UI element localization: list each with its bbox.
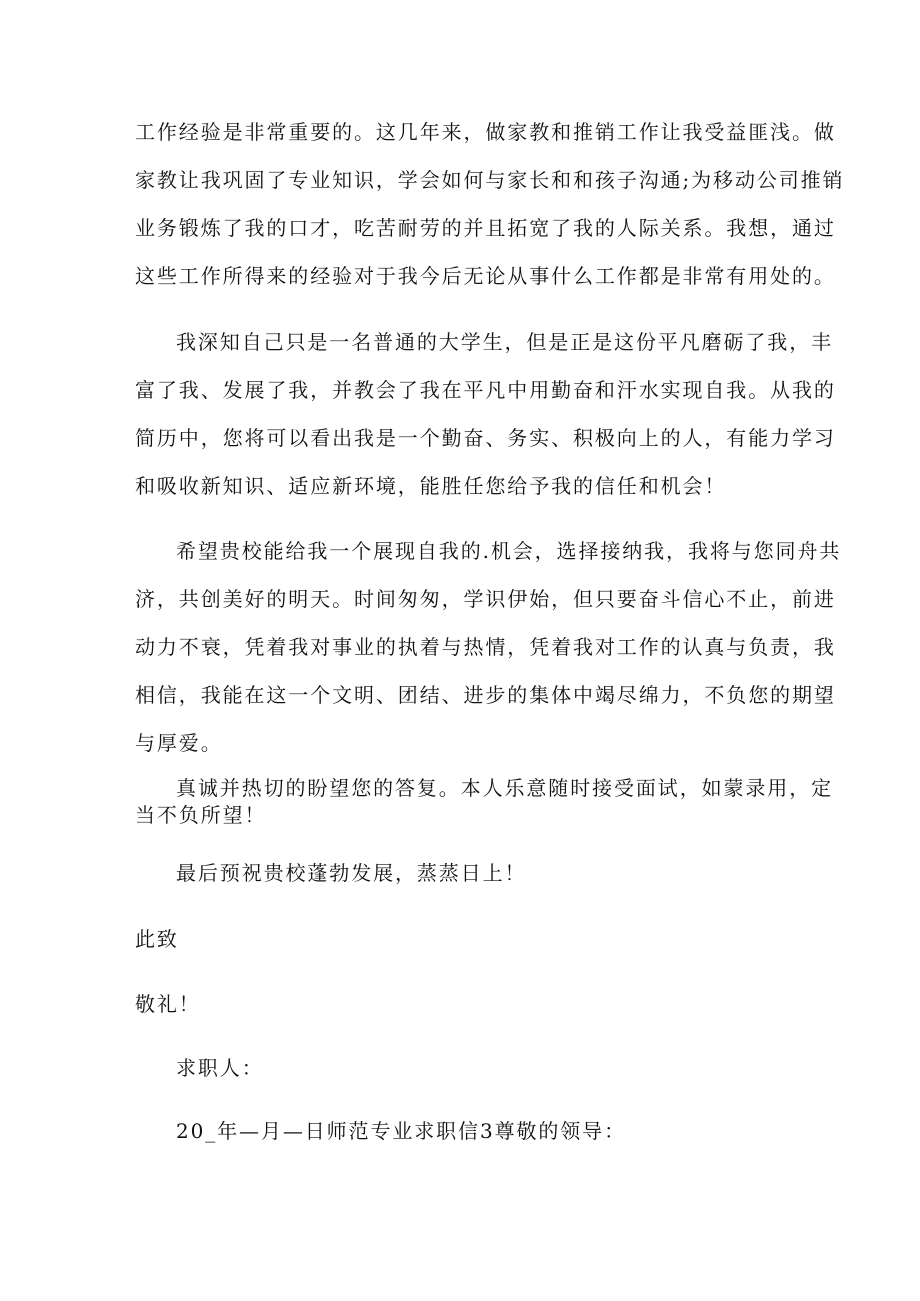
- paragraph-line: 与厚爱。: [135, 731, 223, 755]
- paragraph-line: 这些工作所得来的经验对于我今后无论从事什么工作都是非常有用处的。: [135, 264, 836, 288]
- paragraph-line: 业务锻炼了我的口才，吃苦耐劳的并且拓宽了我的人际关系。我想，通过: [135, 216, 836, 240]
- signature-label: 求职人：: [176, 1056, 264, 1080]
- paragraph-line: 和吸收新知识、适应新环境，能胜任您给予我的信任和机会！: [135, 474, 727, 498]
- paragraph-line: 真诚并热切的盼望您的答复。本人乐意随时接受面试，如蒙录用，定: [176, 776, 833, 800]
- paragraph-line: 动力不衰，凭着我对事业的执着与热情，凭着我对工作的认真与负责，我: [135, 635, 836, 659]
- paragraph-line: 相信，我能在这一个文明、团结、进步的集体中竭尽绵力，不负您的期望: [135, 683, 836, 707]
- paragraph-line: 富了我、发展了我，并教会了我在平凡中用勤奋和汗水实现自我。从我的: [135, 378, 836, 402]
- closing-regards: 敬礼！: [135, 992, 201, 1016]
- paragraph-line: 当不负所望！: [135, 803, 267, 827]
- paragraph-line: 我深知自己只是一名普通的大学生，但是正是这份平凡磨砺了我，丰: [176, 330, 833, 354]
- paragraph-line: 济，共创美好的明天。时间匆匆，学识伊始，但只要奋斗信心不止，前进: [135, 587, 836, 611]
- paragraph-line: 希望贵校能给我一个展现自我的.机会，选择接纳我，我将与您同舟共: [176, 539, 842, 563]
- date-line: 20_年—月—日师范专业求职信3尊敬的领导：: [176, 1119, 626, 1143]
- closing-salutation: 此致: [135, 927, 179, 951]
- wishes-line: 最后预祝贵校蓬勃发展，蒸蒸日上！: [176, 861, 527, 885]
- paragraph-line: 简历中，您将可以看出我是一个勤奋、务实、积极向上的人，有能力学习: [135, 426, 836, 450]
- paragraph-line: 家教让我巩固了专业知识，学会如何与家长和和孩子沟通;为移动公司推销: [135, 168, 845, 192]
- paragraph-line: 工作经验是非常重要的。这几年来，做家教和推销工作让我受益匪浅。做: [135, 120, 836, 144]
